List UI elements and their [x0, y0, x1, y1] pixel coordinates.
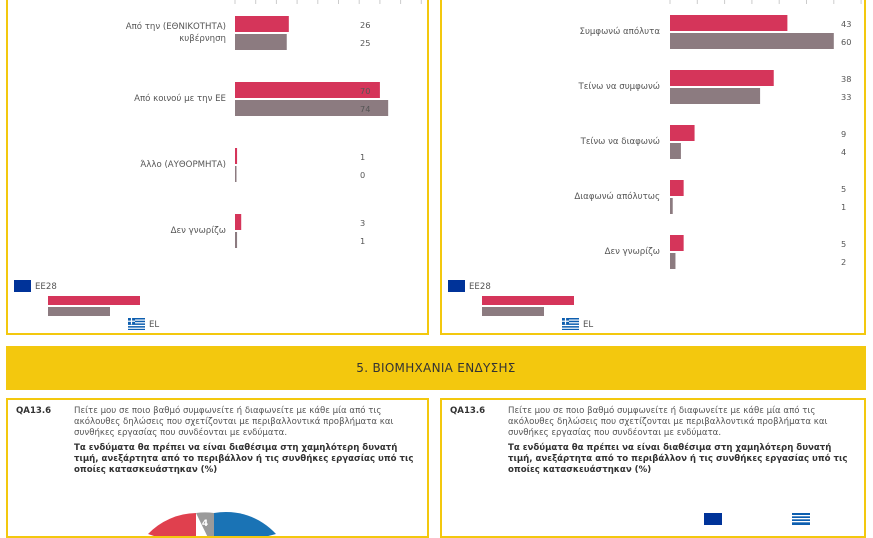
- bar-el: [670, 253, 675, 269]
- greece-flag-icon: [562, 318, 579, 330]
- question-text: Πείτε μου σε ποιο βαθμό συμφωνείτε ή διαφωνείτε με κάθε μία από τις ακόλουθες δηλώσεις που σχετίζονται με περιβαλλοντικά προβλήματα και συνθήκες εργασίας που συνδέονται με ενδύματα.: [74, 406, 394, 438]
- legend-swatch-el: [482, 307, 544, 316]
- bar-eu28: [235, 148, 237, 164]
- bar-eu28: [670, 125, 695, 141]
- question-statement: Τα ενδύματα θα πρέπει να είναι διαθέσιμα στη χαμηλότερη δυνατή τιμή, ανεξάρτητα από το περιβάλλον ή τις συνθήκες εργασίας υπό τις οποίες κατασκευάστηκαν (%): [74, 443, 414, 475]
- eu-flag-icon: [704, 513, 722, 525]
- value-label: 5: [841, 184, 847, 194]
- chart-panel-right: [440, 0, 866, 335]
- gauge-segment-blue: [214, 512, 276, 538]
- legend-el: EL: [583, 320, 594, 330]
- legend-swatch-eu28: [48, 296, 140, 305]
- chart-panel-left: [6, 0, 429, 335]
- bar-eu28: [235, 82, 380, 98]
- question-text: Πείτε μου σε ποιο βαθμό συμφωνείτε ή διαφωνείτε με κάθε μία από τις ακόλουθες δηλώσεις που σχετίζονται με περιβαλλοντικά προβλήματα και συνθήκες εργασίας που συνδέονται με ενδύματα.: [508, 406, 828, 438]
- bar-el: [235, 232, 237, 248]
- bar-el: [235, 166, 237, 182]
- bar-eu28: [670, 70, 774, 86]
- category-label: Τείνω να διαφωνώ: [580, 137, 660, 147]
- bar-el: [670, 143, 681, 159]
- category-label: κυβέρνηση: [179, 34, 226, 44]
- value-label: 60: [841, 37, 852, 47]
- value-label: 3: [360, 218, 366, 228]
- category-label: Από κοινού με την ΕΕ: [134, 94, 226, 104]
- bar-el: [235, 34, 287, 50]
- value-label: 1: [841, 202, 847, 212]
- section-banner: [6, 346, 866, 390]
- bar-el: [670, 198, 673, 214]
- eu-flag-icon: [14, 280, 31, 292]
- category-label: Διαφωνώ απόλυτως: [574, 192, 660, 202]
- value-label: 1: [360, 236, 366, 246]
- bar-chart-left: [8, 0, 429, 335]
- question-code: QA13.6: [16, 406, 52, 416]
- greece-flag-icon: [128, 318, 145, 330]
- question-panel-left: [6, 398, 429, 538]
- value-label: 5: [841, 239, 847, 249]
- category-label: Άλλο (ΑΥΘΟΡΜΗΤΑ): [140, 160, 226, 170]
- category-label: Τείνω να συμφωνώ: [578, 82, 660, 92]
- gauge-segment-red: [148, 513, 196, 538]
- bar-el: [670, 33, 834, 49]
- legend-eu28: EE28: [35, 282, 57, 292]
- value-label: 9: [841, 129, 847, 139]
- value-label: 26: [360, 20, 371, 30]
- value-label: 38: [841, 74, 852, 84]
- value-label: 0: [360, 170, 366, 180]
- question-panel-right: [440, 398, 866, 538]
- eu-flag-icon: [448, 280, 465, 292]
- bar-el: [670, 88, 760, 104]
- bar-eu28: [235, 214, 241, 230]
- gauge-label: 4: [201, 519, 209, 529]
- legend-el: EL: [149, 320, 160, 330]
- bar-eu28: [235, 16, 289, 32]
- category-label: Από την (ΕΘΝΙΚΟΤΗΤΑ): [125, 22, 226, 32]
- question-statement: Τα ενδύματα θα πρέπει να είναι διαθέσιμα στη χαμηλότερη δυνατή τιμή, ανεξάρτητα από το περιβάλλον ή τις συνθήκες εργασίας υπό τις οποίες κατασκευάστηκαν (%): [508, 443, 848, 475]
- section-title: 5. ΒΙΟΜΗΧΑΝΙΑ ΕΝΔΥΣΗΣ: [356, 361, 516, 375]
- value-label: 4: [841, 147, 847, 157]
- value-label: 70: [360, 86, 371, 96]
- value-label: 25: [360, 38, 371, 48]
- bar-eu28: [670, 180, 684, 196]
- greece-flag-icon: [792, 513, 810, 525]
- bar-chart-right: [442, 0, 866, 335]
- legend-swatch-eu28: [482, 296, 574, 305]
- category-label: Δεν γνωρίζω: [604, 247, 660, 257]
- value-label: 43: [841, 19, 852, 29]
- question-code: QA13.6: [450, 406, 486, 416]
- legend-eu28: EE28: [469, 282, 491, 292]
- category-label: Δεν γνωρίζω: [170, 226, 226, 236]
- bar-eu28: [670, 15, 787, 31]
- value-label: 33: [841, 92, 852, 102]
- legend-flags: [442, 400, 866, 538]
- value-label: 2: [841, 257, 847, 267]
- category-label: Συμφωνώ απόλυτα: [579, 27, 660, 37]
- gauge-chart: [8, 400, 429, 538]
- bar-eu28: [670, 235, 684, 251]
- value-label: 1: [360, 152, 366, 162]
- value-label: 74: [360, 104, 371, 114]
- legend-swatch-el: [48, 307, 110, 316]
